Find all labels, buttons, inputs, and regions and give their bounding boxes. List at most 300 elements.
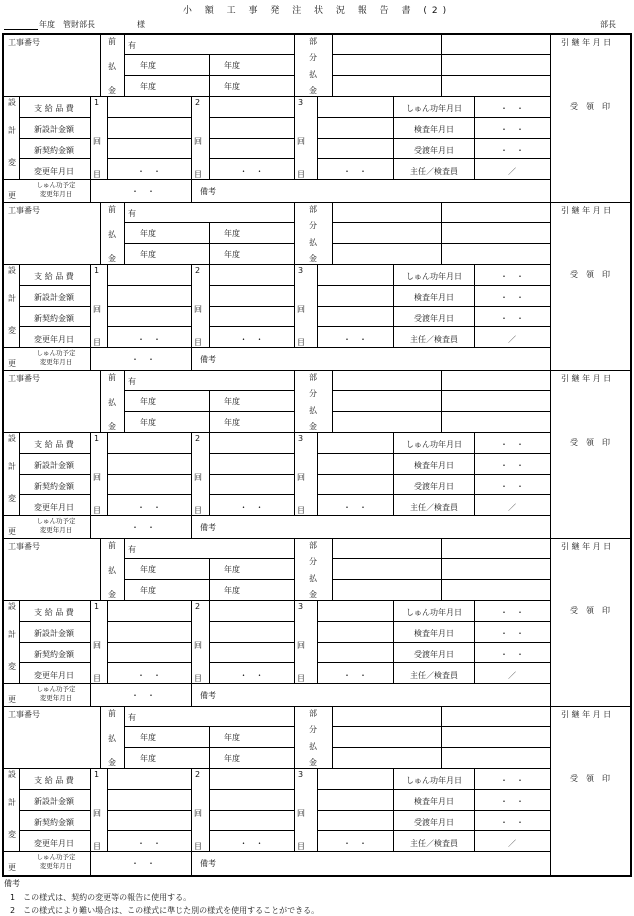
bubun-char-1: 部 xyxy=(309,541,317,550)
kensa-date-label: 検査年月日 xyxy=(414,125,454,134)
shin-sekkei-label: 新設計金額 xyxy=(34,797,74,806)
installment-number: 2 xyxy=(195,98,201,107)
grid-line xyxy=(107,453,191,454)
ryoshu-in-label: 受 領 印 xyxy=(570,270,610,279)
grid-line xyxy=(474,600,475,683)
hikitsugi-date-label: 引 継 年 月 日 xyxy=(561,374,612,383)
grid-line xyxy=(474,432,475,515)
grid-line xyxy=(317,306,550,307)
sekkei-char-1: 設 xyxy=(8,770,16,779)
kensa-date-label: 検査年月日 xyxy=(414,797,454,806)
grid-line xyxy=(393,768,394,851)
nendo-label: 年度 xyxy=(140,586,156,595)
me-label: 目 xyxy=(297,338,305,347)
installment-number: 2 xyxy=(195,770,201,779)
grid-line xyxy=(441,203,442,264)
nendo-label: 年度 xyxy=(140,82,156,91)
kai-label: 回 xyxy=(297,809,305,818)
sekkei-char-1: 設 xyxy=(8,602,16,611)
kai-label: 回 xyxy=(297,305,305,314)
grid-line xyxy=(317,600,318,683)
hikitsugi-date-label: 引 継 年 月 日 xyxy=(561,206,612,215)
nendo-label: 年度 xyxy=(224,250,240,259)
ryoshu-in-label: 受 領 印 xyxy=(570,774,610,783)
shunko-yotei-dots: ・ ・ xyxy=(131,691,155,700)
grid-line xyxy=(107,158,191,159)
koji-bango-label: 工事番号 xyxy=(8,38,40,47)
nendo-label: 年度 xyxy=(224,82,240,91)
nendo-label: 年度 xyxy=(140,229,156,238)
installment-number: 1 xyxy=(94,770,100,779)
henko-date-dots: ・ ・ xyxy=(343,671,367,680)
henko-date-dots: ・ ・ xyxy=(137,503,161,512)
kyuuhin-label: 支 給 品 費 xyxy=(34,272,74,281)
grid-line xyxy=(332,707,333,768)
grid-line xyxy=(19,642,90,643)
grid-line xyxy=(19,306,90,307)
grid-line xyxy=(209,222,210,264)
grid-line xyxy=(90,515,91,539)
grid-line xyxy=(19,768,20,851)
sekkei-char-2: 計 xyxy=(8,630,16,639)
grid-line xyxy=(19,326,90,327)
grid-line xyxy=(19,96,20,179)
henko-date-label: 変更年月日 xyxy=(34,503,74,512)
shunin-kensain-label: 主任／検査員 xyxy=(410,167,458,176)
grid-line xyxy=(294,768,295,851)
henko-date-dots: ・ ・ xyxy=(239,839,264,848)
grid-line xyxy=(317,810,550,811)
sekkei-char-1: 設 xyxy=(8,434,16,443)
henko-date-label: 変更年月日 xyxy=(34,335,74,344)
grid-line xyxy=(19,810,90,811)
bubun-char-2: 分 xyxy=(309,725,317,734)
yu-label: 有 xyxy=(128,713,136,722)
grid-line xyxy=(393,432,394,515)
report-title: 小 額 工 事 発 注 状 況 報 告 書 (2) xyxy=(182,6,452,16)
yu-label: 有 xyxy=(128,545,136,554)
grid-line xyxy=(317,662,550,663)
shunin-slash: ／ xyxy=(508,671,516,680)
shunko-yotei-dots: ・ ・ xyxy=(131,355,155,364)
grid-line xyxy=(209,726,210,768)
grid-line xyxy=(100,35,101,96)
grid-line xyxy=(107,830,191,831)
kensa-date-label: 検査年月日 xyxy=(414,629,454,638)
grid-line xyxy=(317,117,550,118)
me-label: 目 xyxy=(93,338,101,347)
grid-line xyxy=(19,158,90,159)
shunin-kensain-label: 主任／検査員 xyxy=(410,839,458,848)
nendo-label: 年度 xyxy=(224,397,240,406)
shin-sekkei-label: 新設計金額 xyxy=(34,629,74,638)
henko-date-dots: ・ ・ xyxy=(343,167,367,176)
bikou-label: 備考 xyxy=(200,523,216,532)
sekkei-char-4: 更 xyxy=(8,191,16,200)
grid-line xyxy=(550,203,551,371)
mae-char-1: 前 xyxy=(108,205,116,214)
nendo-label: 年度 xyxy=(140,61,156,70)
grid-line xyxy=(19,621,90,622)
bubun-char-4: 金 xyxy=(309,422,317,431)
grid-line xyxy=(317,326,550,327)
grid-line xyxy=(191,768,192,875)
me-label: 目 xyxy=(297,506,305,515)
kai-label: 回 xyxy=(297,641,305,650)
installment-number: 3 xyxy=(298,98,304,107)
grid-line xyxy=(19,453,90,454)
grid-line xyxy=(107,600,108,683)
nendo-label: 年度 xyxy=(140,418,156,427)
grid-line xyxy=(294,707,295,768)
grid-line xyxy=(441,707,442,768)
grid-line xyxy=(4,432,550,433)
bubun-char-4: 金 xyxy=(309,590,317,599)
me-label: 目 xyxy=(297,674,305,683)
kensa-date-label: 検査年月日 xyxy=(414,461,454,470)
grid-line xyxy=(90,347,91,371)
sekkei-char-2: 計 xyxy=(8,462,16,471)
mae-char-1: 前 xyxy=(108,709,116,718)
bikou-label: 備考 xyxy=(200,355,216,364)
shunin-kensain-label: 主任／検査員 xyxy=(410,335,458,344)
grid-line xyxy=(107,621,191,622)
grid-line xyxy=(317,474,550,475)
kensa-date-dots: ・ ・ xyxy=(500,125,524,134)
me-label: 目 xyxy=(297,842,305,851)
grid-line xyxy=(209,789,294,790)
me-label: 目 xyxy=(93,170,101,179)
footer-note-2: 2 この様式により難い場合は、この様式に準じた別の様式を使用することができる。 xyxy=(10,906,320,915)
grid-line xyxy=(124,35,125,96)
grid-line xyxy=(19,494,90,495)
hikitsugi-date-label: 引 継 年 月 日 xyxy=(561,38,612,47)
nendo-label: 年度 xyxy=(224,61,240,70)
grid-line xyxy=(332,35,333,96)
shunko-date-label: しゅん功年月日 xyxy=(406,440,462,449)
grid-line xyxy=(90,264,91,347)
grid-line xyxy=(19,264,20,347)
grid-line xyxy=(19,830,90,831)
grid-line xyxy=(209,600,210,683)
grid-line xyxy=(317,158,550,159)
me-label: 目 xyxy=(194,170,202,179)
grid-line xyxy=(100,539,101,600)
shunin-slash: ／ xyxy=(508,839,516,848)
nendo-label: 年度 xyxy=(140,397,156,406)
henko-date-dots: ・ ・ xyxy=(239,503,264,512)
nendo-label: 年度 xyxy=(140,565,156,574)
bubun-char-1: 部 xyxy=(309,373,317,382)
yu-label: 有 xyxy=(128,209,136,218)
shunko-date-dots: ・ ・ xyxy=(500,104,524,113)
kai-label: 回 xyxy=(93,809,101,818)
grid-line xyxy=(294,203,295,264)
bubun-char-4: 金 xyxy=(309,86,317,95)
installment-number: 2 xyxy=(195,602,201,611)
shunko-date-label: しゅん功年月日 xyxy=(406,104,462,113)
shunko-yotei-line2: 変更年月日 xyxy=(39,694,73,702)
installment-number: 2 xyxy=(195,266,201,275)
bubun-char-1: 部 xyxy=(309,205,317,214)
grid-line xyxy=(4,96,550,97)
installment-number: 3 xyxy=(298,266,304,275)
koji-bango-label: 工事番号 xyxy=(8,206,40,215)
grid-line xyxy=(19,789,90,790)
grid-line xyxy=(441,371,442,432)
grid-line xyxy=(107,474,191,475)
shin-keiyaku-label: 新契約金額 xyxy=(34,650,74,659)
grid-line xyxy=(19,662,90,663)
jyuto-date-label: 受渡年月日 xyxy=(414,314,454,323)
bubun-char-3: 払 xyxy=(309,70,317,79)
henko-date-dots: ・ ・ xyxy=(239,671,264,680)
report-form xyxy=(2,33,632,877)
henko-date-label: 変更年月日 xyxy=(34,839,74,848)
grid-line xyxy=(209,768,210,851)
grid-line xyxy=(209,662,294,663)
grid-line xyxy=(209,117,294,118)
bubun-char-4: 金 xyxy=(309,254,317,263)
grid-line xyxy=(317,830,550,831)
shin-keiyaku-label: 新契約金額 xyxy=(34,146,74,155)
kai-label: 回 xyxy=(93,305,101,314)
grid-line xyxy=(124,707,125,768)
me-label: 目 xyxy=(93,842,101,851)
grid-line xyxy=(107,117,191,118)
koji-bango-label: 工事番号 xyxy=(8,710,40,719)
grid-line xyxy=(107,662,191,663)
kai-label: 回 xyxy=(194,473,202,482)
grid-line xyxy=(317,264,318,347)
sekkei-char-3: 変 xyxy=(8,494,16,503)
nendo-label: 年度 xyxy=(224,754,240,763)
nendo-label: 年度 xyxy=(140,250,156,259)
grid-line xyxy=(294,600,295,683)
grid-line xyxy=(209,285,294,286)
grid-line xyxy=(107,768,108,851)
kyuuhin-label: 支 給 品 費 xyxy=(34,104,74,113)
mae-char-3: 金 xyxy=(108,422,116,431)
installment-number: 3 xyxy=(298,434,304,443)
sama-label: 様 xyxy=(137,20,145,29)
jyuto-date-label: 受渡年月日 xyxy=(414,482,454,491)
grid-line xyxy=(4,768,550,769)
henko-date-dots: ・ ・ xyxy=(343,335,367,344)
kensa-date-dots: ・ ・ xyxy=(500,629,524,638)
sekkei-char-3: 変 xyxy=(8,326,16,335)
sekkei-char-1: 設 xyxy=(8,98,16,107)
manager-label: 管財部長 xyxy=(63,20,95,29)
grid-line xyxy=(19,600,20,683)
sekkei-char-1: 設 xyxy=(8,266,16,275)
bubun-char-3: 払 xyxy=(309,742,317,751)
ryoshu-in-label: 受 領 印 xyxy=(570,438,610,447)
sekkei-char-2: 計 xyxy=(8,798,16,807)
grid-line xyxy=(550,371,551,539)
grid-line xyxy=(107,789,191,790)
grid-line xyxy=(107,306,191,307)
shin-sekkei-label: 新設計金額 xyxy=(34,461,74,470)
henko-date-dots: ・ ・ xyxy=(137,671,161,680)
bikou-label: 備考 xyxy=(200,859,216,868)
grid-line xyxy=(209,390,210,432)
grid-line xyxy=(209,264,210,347)
grid-line xyxy=(550,35,551,203)
installment-number: 2 xyxy=(195,434,201,443)
bubun-char-2: 分 xyxy=(309,53,317,62)
kensa-date-dots: ・ ・ xyxy=(500,461,524,470)
grid-line xyxy=(107,810,191,811)
grid-line xyxy=(209,306,294,307)
me-label: 目 xyxy=(297,170,305,179)
grid-line xyxy=(393,600,394,683)
grid-line xyxy=(317,453,550,454)
shunin-kensain-label: 主任／検査員 xyxy=(410,671,458,680)
shunko-date-label: しゅん功年月日 xyxy=(406,608,462,617)
grid-line xyxy=(209,642,294,643)
yu-label: 有 xyxy=(128,41,136,50)
shunko-yotei-dots: ・ ・ xyxy=(131,859,155,868)
grid-line xyxy=(294,539,295,600)
grid-line xyxy=(19,474,90,475)
grid-line xyxy=(4,515,550,516)
grid-line xyxy=(4,179,550,180)
sekkei-char-3: 変 xyxy=(8,158,16,167)
grid-line xyxy=(317,621,550,622)
record-block xyxy=(4,707,630,875)
me-label: 目 xyxy=(194,674,202,683)
hikitsugi-date-label: 引 継 年 月 日 xyxy=(561,542,612,551)
grid-line xyxy=(191,432,192,539)
kai-label: 回 xyxy=(93,473,101,482)
grid-line xyxy=(209,138,294,139)
grid-line xyxy=(90,600,91,683)
shunko-date-dots: ・ ・ xyxy=(500,608,524,617)
grid-line xyxy=(4,347,550,348)
sekkei-char-2: 計 xyxy=(8,126,16,135)
mae-char-2: 払 xyxy=(108,566,116,575)
shin-keiyaku-label: 新契約金額 xyxy=(34,818,74,827)
grid-line xyxy=(209,830,294,831)
ryoshu-in-label: 受 領 印 xyxy=(570,606,610,615)
grid-line xyxy=(19,138,90,139)
jyuto-date-dots: ・ ・ xyxy=(500,818,524,827)
kensa-date-dots: ・ ・ xyxy=(500,293,524,302)
mae-char-3: 金 xyxy=(108,758,116,767)
koji-bango-label: 工事番号 xyxy=(8,542,40,551)
grid-line xyxy=(90,851,91,875)
grid-line xyxy=(100,371,101,432)
grid-line xyxy=(317,138,550,139)
kai-label: 回 xyxy=(194,305,202,314)
henko-date-dots: ・ ・ xyxy=(239,167,264,176)
grid-line xyxy=(191,264,192,371)
me-label: 目 xyxy=(93,674,101,683)
sekkei-char-3: 変 xyxy=(8,662,16,671)
bubun-char-2: 分 xyxy=(309,389,317,398)
grid-line xyxy=(393,96,394,179)
kyuuhin-label: 支 給 品 費 xyxy=(34,776,74,785)
henko-date-dots: ・ ・ xyxy=(343,503,367,512)
shunko-yotei-line2: 変更年月日 xyxy=(39,190,73,198)
grid-line xyxy=(332,539,333,600)
grid-line xyxy=(90,96,91,179)
grid-line xyxy=(19,117,90,118)
kensa-date-label: 検査年月日 xyxy=(414,293,454,302)
grid-line xyxy=(124,203,125,264)
mae-char-2: 払 xyxy=(108,230,116,239)
shunin-slash: ／ xyxy=(508,167,516,176)
bikou-label: 備考 xyxy=(200,691,216,700)
grid-line xyxy=(90,432,91,515)
grid-line xyxy=(550,707,551,875)
grid-line xyxy=(474,264,475,347)
yu-label: 有 xyxy=(128,377,136,386)
grid-line xyxy=(19,432,20,515)
bubun-char-4: 金 xyxy=(309,758,317,767)
grid-line xyxy=(107,285,191,286)
grid-line xyxy=(107,642,191,643)
henko-date-dots: ・ ・ xyxy=(137,335,161,344)
bubun-char-3: 払 xyxy=(309,574,317,583)
shunko-yotei-line1: しゅん功予定 xyxy=(36,685,76,693)
shunin-slash: ／ xyxy=(508,503,516,512)
sekkei-char-4: 更 xyxy=(8,359,16,368)
grid-line xyxy=(209,326,294,327)
shunko-yotei-line1: しゅん功予定 xyxy=(36,181,76,189)
mae-char-2: 払 xyxy=(108,398,116,407)
shunko-yotei-line1: しゅん功予定 xyxy=(36,517,76,525)
grid-line xyxy=(294,35,295,96)
grid-line xyxy=(317,642,550,643)
grid-line xyxy=(107,96,108,179)
grid-line xyxy=(294,432,295,515)
jyuto-date-dots: ・ ・ xyxy=(500,314,524,323)
henko-date-label: 変更年月日 xyxy=(34,671,74,680)
mae-char-2: 払 xyxy=(108,734,116,743)
mae-char-2: 払 xyxy=(108,62,116,71)
shin-keiyaku-label: 新契約金額 xyxy=(34,314,74,323)
grid-line xyxy=(19,285,90,286)
ryoshu-in-label: 受 領 印 xyxy=(570,102,610,111)
grid-line xyxy=(191,600,192,707)
kai-label: 回 xyxy=(93,641,101,650)
henko-date-label: 変更年月日 xyxy=(34,167,74,176)
grid-line xyxy=(124,539,125,600)
me-label: 目 xyxy=(93,506,101,515)
grid-line xyxy=(107,264,108,347)
me-label: 目 xyxy=(194,842,202,851)
nendo-label: 年度 xyxy=(224,229,240,238)
kai-label: 回 xyxy=(297,137,305,146)
grid-line xyxy=(124,371,125,432)
shunko-yotei-line2: 変更年月日 xyxy=(39,358,73,366)
shunko-yotei-dots: ・ ・ xyxy=(131,523,155,532)
nendo-label: 年度 xyxy=(224,565,240,574)
bikou-label: 備考 xyxy=(200,187,216,196)
henko-date-dots: ・ ・ xyxy=(343,839,367,848)
mae-char-1: 前 xyxy=(108,541,116,550)
grid-line xyxy=(317,285,550,286)
shunko-date-dots: ・ ・ xyxy=(500,272,524,281)
shunko-date-dots: ・ ・ xyxy=(500,776,524,785)
grid-line xyxy=(209,474,294,475)
installment-number: 1 xyxy=(94,266,100,275)
jyuto-date-label: 受渡年月日 xyxy=(414,146,454,155)
kai-label: 回 xyxy=(194,137,202,146)
nendo-label: 年度 xyxy=(224,418,240,427)
